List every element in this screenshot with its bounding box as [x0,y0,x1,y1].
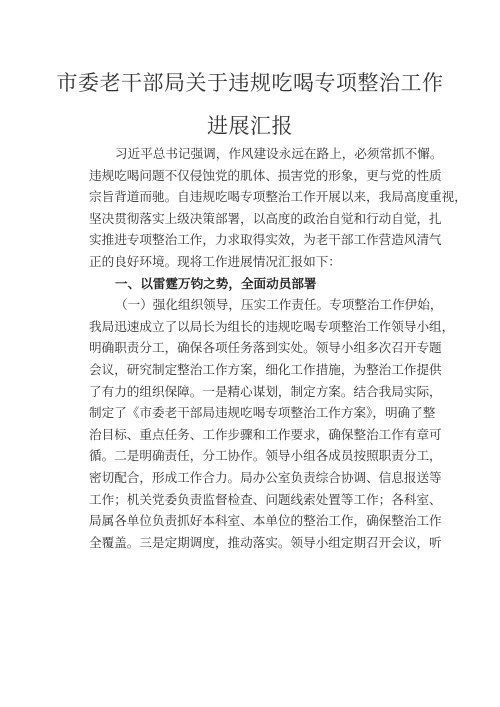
paragraph-line: 明确职责分工，确保各项任务落到实处。领导小组多次召开专题 [89,340,442,356]
paragraph-line: 制定了《市委老干部局违规吃喝专项整治工作方案》，明确了整 [89,405,436,421]
paragraph-line: 宗旨背道而驰。自违规吃喝专项整治工作开展以来，我局高度重视， [89,189,467,205]
paragraph-line: 实推进专项整治工作，力求取得实效，为老干部工作营造风清气 [89,232,442,248]
paragraph-line: 循。二是明确责任，分工协作。领导小组各成员按照职责分工， [89,448,442,464]
paragraph-line: 局属各单位负责抓好本科室、本单位的整治工作，确保整治工作 [89,513,442,529]
paragraph-line: 违规吃喝问题不仅侵蚀党的肌体、损害党的形象，更与党的性质 [89,167,442,183]
paragraph-line: 治目标、重点任务、工作步骤和工作要求，确保整治工作有章可 [89,426,442,442]
document-title-line-2: 进展汇报 [207,114,293,138]
section-heading: 一、以雷霆万钧之势，全面动员部署 [115,275,317,291]
paragraph-line: 了有力的组织保障。一是精心谋划，制定方案。结合我局实际， [89,383,442,399]
paragraph-line: 密切配合，形成工作合力。局办公室负责综合协调、信息报送等 [89,469,442,485]
document-body [89,143,467,553]
document-title-line-1: 市委老干部局关于违规吃喝专项整治工作 [56,71,444,95]
paragraph-line: 全覆盖。三是定期调度，推动落实。领导小组定期召开会议，听 [89,534,442,550]
paragraph-line: 习近平总书记强调，作风建设永远在路上，必须常抓不懈。 [115,146,443,161]
paragraph-line: 坚决贯彻落实上级决策部署，以高度的政治自觉和行动自觉，扎 [89,210,442,226]
paragraph-line: 会议，研究制定整治工作方案，细化工作措施，为整治工作提供 [89,361,442,377]
paragraph-line: 我局迅速成立了以局长为组长的违规吃喝专项整治工作领导小组， [89,318,455,334]
paragraph-line: 工作；机关党委负责监督检查、问题线索处置等工作；各科室、 [89,491,442,507]
paragraph-line: 正的良好环境。现将工作进展情况汇报如下： [89,253,341,269]
paragraph-line: （一）强化组织领导，压实工作责任。专项整治工作伊始， [115,297,443,313]
